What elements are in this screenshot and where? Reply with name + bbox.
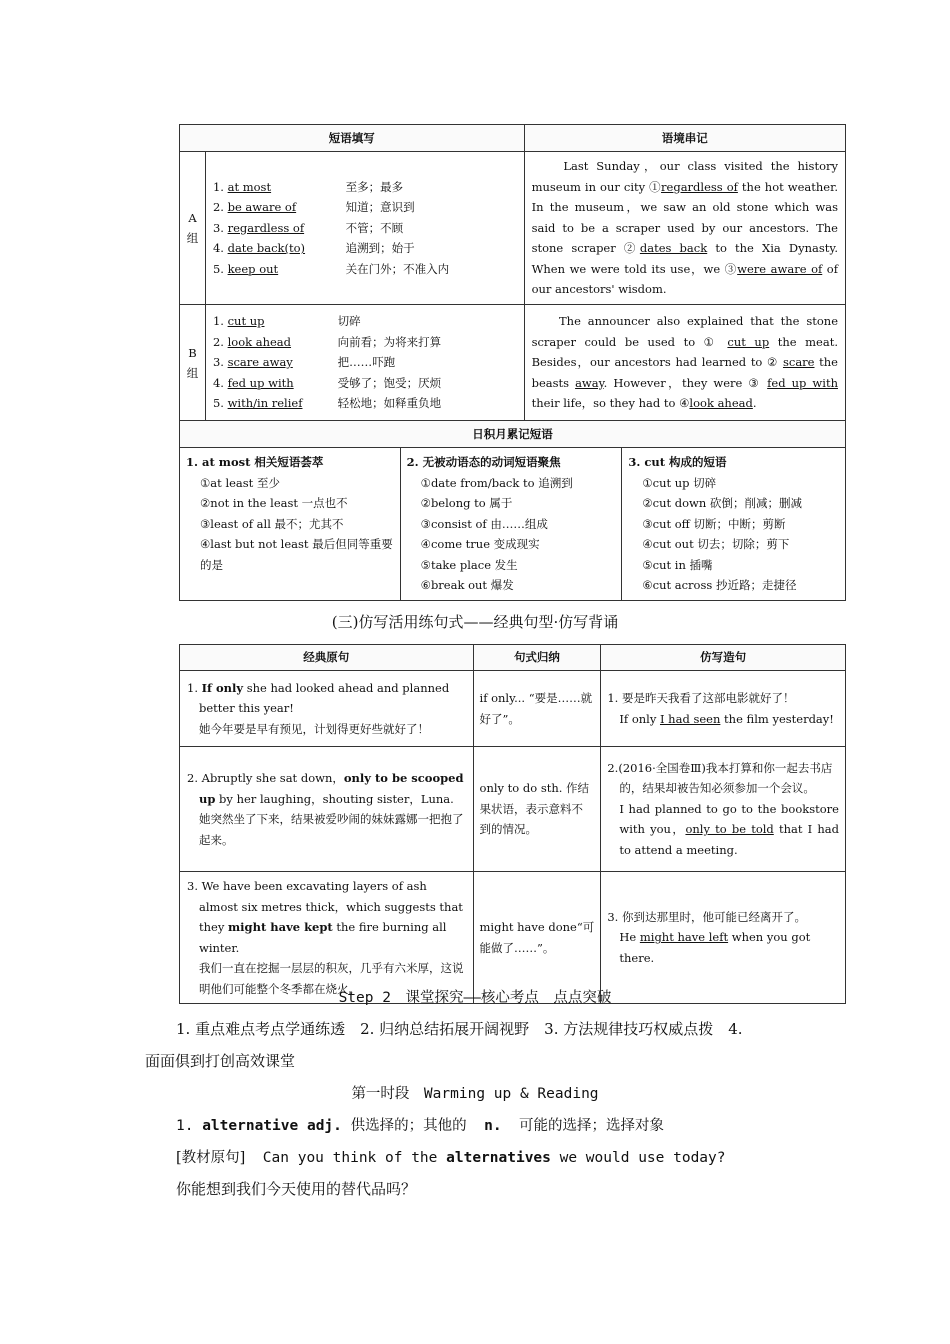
column-no-passive: 2. 无被动语态的动词短语聚焦 ①date from/back to 追溯到 ②belong to 属于 ③consist of 由……组成 ④come true 变成现实 ⑤take place 发生 ⑥break out 爆发	[400, 448, 622, 601]
original-sentence: 1. If only she had looked ahead and planned better this year! 她今年要是早有预见，计划得更好些就好了！	[180, 671, 474, 747]
imitation-sentence: 1. 要是昨天我看了这部电影就好了！ If only I had seen the film yesterday!	[601, 671, 846, 747]
list-item: ①cut up 切碎	[642, 475, 717, 490]
textbook-example: [教材原句] Can you think of the alternatives we would use today?	[176, 1150, 726, 1166]
column-at-most: 1. at most 相关短语荟萃 ①at least 至少 ②not in the least 一点也不 ③least of all 最不；尤其不 ④last but not least 最后但同等重要的是	[180, 448, 401, 601]
list-item: ①at least 至少	[200, 475, 280, 490]
phrase-item: 2. look ahead 向前看；为将来打算	[212, 334, 442, 349]
list-item: ⑥cut across 抄近路；走捷径	[642, 578, 797, 592]
accumulate-phrases-table	[179, 420, 846, 601]
table-row	[180, 747, 846, 872]
header-imitation: 仿写造句	[601, 645, 846, 671]
intro-text-line2: 面面俱到打创高效课堂	[145, 1052, 296, 1070]
phrase-item: 4. fed up with 受够了；饱受；厌烦	[212, 375, 442, 390]
phrase-list	[205, 304, 524, 421]
table-row	[180, 872, 846, 1004]
list-item: ③consist of 由……组成	[420, 516, 548, 531]
context-paragraph: The announcer also explained that the stone scraper could be used to ① cut up the meat. Besides，our ancestors had learned to ② scare the beasts away. However，they were ③ fed up with their life，so they had to ④look ahead.	[524, 304, 845, 421]
list-item: ②cut down 砍倒；削减；删减	[642, 496, 802, 510]
header-context-memo: 语境串记	[524, 125, 845, 152]
list-item: ⑤cut in 插嘴	[642, 557, 713, 572]
table-row	[180, 671, 846, 747]
imitation-sentence: 3. 你到达那里时，他可能已经离开了。 He might have left when you got there.	[601, 872, 846, 1004]
group-label: A 组	[180, 152, 206, 305]
header-pattern: 句式归纳	[473, 645, 601, 671]
group-a-row	[180, 152, 846, 305]
phrase-item: 2. be aware of 知道；意识到	[212, 200, 415, 214]
phrase-item: 5. keep out 关在门外；不准入内	[212, 261, 450, 276]
list-item: ②not in the least 一点也不	[200, 496, 348, 510]
list-item: ④come true 变成现实	[420, 537, 540, 551]
original-sentence: 2. Abruptly she sat down，only to be scooped up by her laughing，shouting sister，Luna. 她突然坐了下来，结果被爱吵闹的妹妹露娜一把抱了起来。	[180, 747, 474, 872]
list-item: ④cut out 切去；切除；剪下	[642, 537, 790, 551]
imitation-sentence: 2.(2016·全国卷Ⅲ)我本打算和你一起去书店的，结果却被告知必须参加一个会议。 I had planned to go to the bookstore with you，only to be told that I had to attend a meeting.	[601, 747, 846, 872]
column-cut: 3. cut 构成的短语 ①cut up 切碎 ②cut down 砍倒；削减；删减 ③cut off 切断；中断；剪断 ④cut out 切去；切除；剪下 ⑤cut in 插嘴 ⑥cut across 抄近路；走捷径	[622, 448, 846, 601]
list-item: ④last but not least 最后但同等重要的是	[200, 537, 393, 572]
pattern-summary: only to do sth. 作结果状语，表示意料不到的情况。	[473, 747, 601, 872]
pattern-summary: might have done“可能做了……”。	[473, 872, 601, 1004]
phrase-item: 3. regardless of 不管；不顾	[212, 220, 404, 235]
phrase-item: 4. date back(to) 追溯到；始于	[212, 241, 415, 255]
example-translation: 你能想到我们今天使用的替代品吗？	[176, 1180, 417, 1198]
vocab-entry: 1. alternative adj. 供选择的；其他的 n. 可能的选择；选择对象	[176, 1118, 665, 1134]
phrase-item: 1. at most 至多；最多	[212, 179, 404, 194]
list-item: ⑤take place 发生	[420, 557, 518, 572]
sentence-pattern-table	[179, 644, 846, 1004]
header-original: 经典原句	[180, 645, 474, 671]
list-item: ②belong to 属于	[420, 496, 513, 510]
phrase-list	[205, 152, 524, 305]
pattern-summary: if only... “要是……就好了”。	[473, 671, 601, 747]
step2-heading: Step 2 课堂探究——核心考点 点点突破	[338, 990, 612, 1006]
phrase-table	[179, 124, 846, 422]
group-b-row	[180, 304, 846, 421]
list-item: ①date from/back to 追溯到	[420, 475, 573, 490]
accumulate-header: 日积月累记短语	[180, 421, 846, 448]
list-item: ③least of all 最不；尤其不	[200, 516, 344, 531]
group-label: B 组	[180, 304, 206, 421]
list-item: ⑥break out 爆发	[420, 578, 514, 592]
phrase-item: 5. with/in relief 轻松地；如释重负地	[212, 396, 442, 411]
phrase-item: 1. cut up 切碎	[212, 314, 361, 329]
intro-text-line1: 1. 重点难点考点学通练透 2. 归纳总结拓展开阔视野 3. 方法规律技巧权威点拨 4.	[176, 1020, 743, 1038]
list-item: ③cut off 切断；中断；剪断	[642, 516, 786, 531]
section-title: (三)仿写活用练句式——经典句型·仿写背诵	[331, 613, 619, 631]
original-sentence: 3. We have been excavating layers of ash almost six metres thick，which suggests that they might have kept the fire burning all winter. 我们一直在挖掘一层层的积灰，几乎有六米厚，这说明他们可能整个冬季都在烧火。	[180, 872, 474, 1004]
context-paragraph: Last Sunday，our class visited the history museum in our city ①regardless of the hot weather. In the museum，we saw an old stone which was said to be a scraper used by our ancestors. The stone scraper ②dates back to the Xia Dynasty. When we were told its use，we ③were aware of of our ancestors' wisdom.	[524, 152, 845, 305]
phrase-item: 3. scare away 把……吓跑	[212, 355, 396, 370]
period-heading: 第一时段 Warming up & Reading	[351, 1086, 599, 1102]
header-phrase-fill: 短语填写	[180, 125, 525, 152]
